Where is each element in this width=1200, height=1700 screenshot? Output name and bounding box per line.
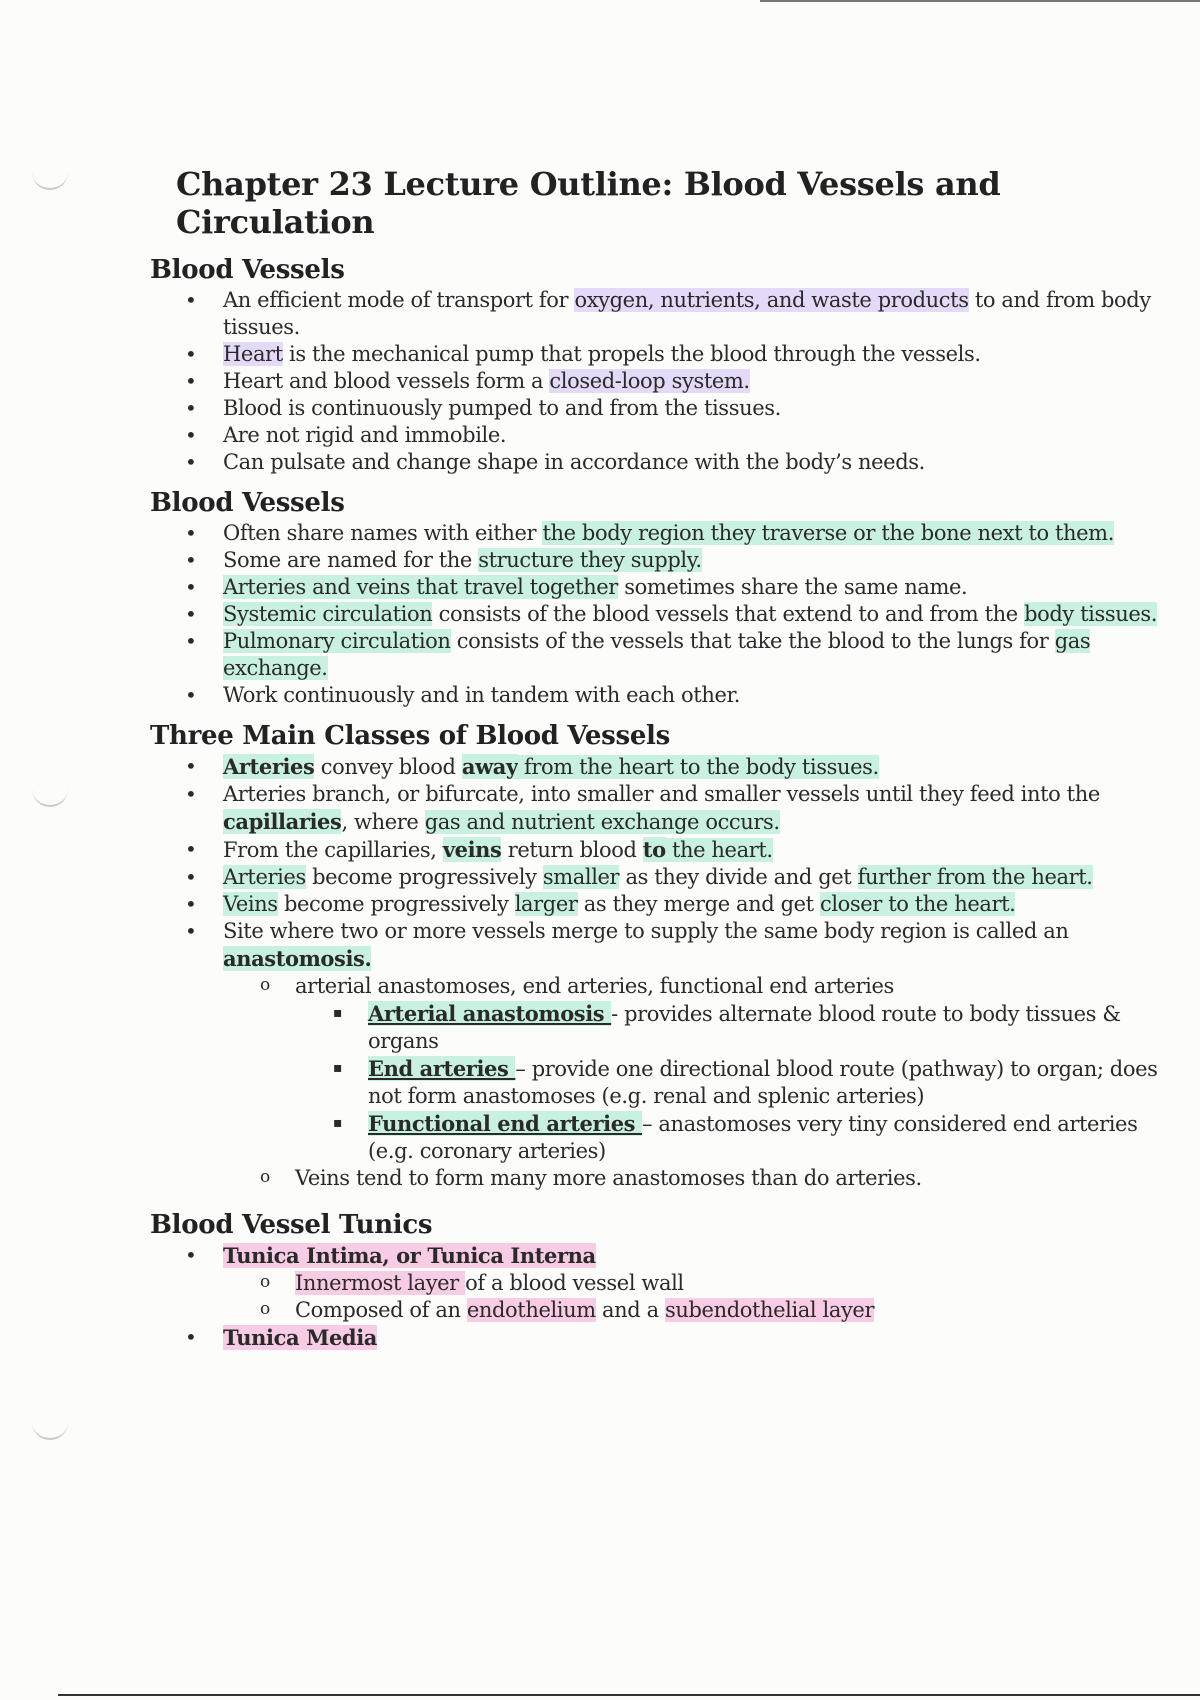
page-title: Chapter 23 Lecture Outline: Blood Vessels and Circulation (176, 165, 1001, 241)
sub-sub-list-item: ▪ End arteries – provide one directional blood route (pathway) to organ; does not form anastomoses (e.g. renal and splenic arteries) (150, 1055, 1160, 1110)
list-item: • Arteries become progressively smaller as they divide and get further from the heart. (150, 864, 1160, 891)
list-item: • An efficient mode of transport for oxygen, nutrients, and waste products to and from body tissues. (150, 287, 1160, 341)
bottom-rule (58, 1694, 1200, 1696)
list-item: • Site where two or more vessels merge to supply the same body region is called an anastomosis. o arterial anastomoses, end arteries, functional end arteries ▪ Arterial anastomosis - provides alternate blood route to body tissues & organs ▪ End arteries – provide one directional blood route (pathway) to organ; does not form anastomoses (e.g. renal and splenic arteries) ▪ Functional end arteries – anastomoses very tiny considered end arteries (e.g. coronary arteries) o Veins tend to form many more anastomoses than do arteries. (150, 918, 1160, 1192)
section-3-list (150, 753, 1160, 1192)
list-item: • Heart is the mechanical pump that propels the blood through the vessels. (150, 341, 1160, 368)
list-item: • Arteries convey blood away from the heart to the body tissues. (150, 753, 1160, 781)
sub-sub-list-item: ▪ Functional end arteries – anastomoses very tiny considered end arteries (e.g. coronary arteries) (150, 1110, 1160, 1165)
section-heading-tunics: Blood Vessel Tunics (150, 1210, 433, 1240)
list-item: • Arteries branch, or bifurcate, into smaller and smaller vessels until they feed into the capillaries, where gas and nutrient exchange occurs. (150, 781, 1160, 836)
section-4-list (150, 1242, 1160, 1352)
section-heading-blood-vessels-2: Blood Vessels (150, 488, 345, 518)
section-2-list (150, 520, 1160, 709)
section-heading-three-classes: Three Main Classes of Blood Vessels (150, 721, 670, 751)
section-heading-blood-vessels-1: Blood Vessels (150, 255, 345, 285)
list-item: • Arteries and veins that travel together sometimes share the same name. (150, 574, 1160, 601)
list-item: • Tunica Intima, or Tunica Interna o Innermost layer of a blood vessel wall o Composed of an endothelium and a subendothelial layer (150, 1242, 1160, 1324)
punch-hole-middle (32, 785, 68, 807)
list-item: • Are not rigid and immobile. (150, 422, 1160, 449)
sub-list-item: o Innermost layer of a blood vessel wall (150, 1270, 1160, 1297)
list-item: • Can pulsate and change shape in accordance with the body’s needs. (150, 449, 1160, 476)
sub-list-item: o Veins tend to form many more anastomoses than do arteries. (150, 1165, 1160, 1192)
punch-hole-top (32, 168, 68, 190)
top-edge-line (760, 0, 1200, 2)
sub-list-item: o Composed of an endothelium and a subendothelial layer (150, 1297, 1160, 1324)
outline-content (150, 165, 1160, 1352)
list-item: • Work continuously and in tandem with each other. (150, 682, 1160, 709)
list-item: • Pulmonary circulation consists of the vessels that take the blood to the lungs for gas exchange. (150, 628, 1160, 682)
section-1-list (150, 287, 1160, 476)
punch-hole-bottom (32, 1418, 68, 1440)
list-item: • Often share names with either the body region they traverse or the bone next to them. (150, 520, 1160, 547)
list-item: • Tunica Media (150, 1324, 1160, 1352)
sub-sub-list-item: ▪ Arterial anastomosis - provides alternate blood route to body tissues & organs (150, 1000, 1160, 1055)
list-item: • Some are named for the structure they supply. (150, 547, 1160, 574)
list-item: • Heart and blood vessels form a closed-loop system. (150, 368, 1160, 395)
sublist (223, 1270, 1160, 1324)
sublist (223, 973, 1160, 1192)
list-item: • Veins become progressively larger as they merge and get closer to the heart. (150, 891, 1160, 918)
list-item: • Blood is continuously pumped to and from the tissues. (150, 395, 1160, 422)
list-item: • Systemic circulation consists of the blood vessels that extend to and from the body tissues. (150, 601, 1160, 628)
sub-list-item: o arterial anastomoses, end arteries, functional end arteries (150, 973, 1160, 1000)
list-item: • From the capillaries, veins return blood to the heart. (150, 836, 1160, 864)
